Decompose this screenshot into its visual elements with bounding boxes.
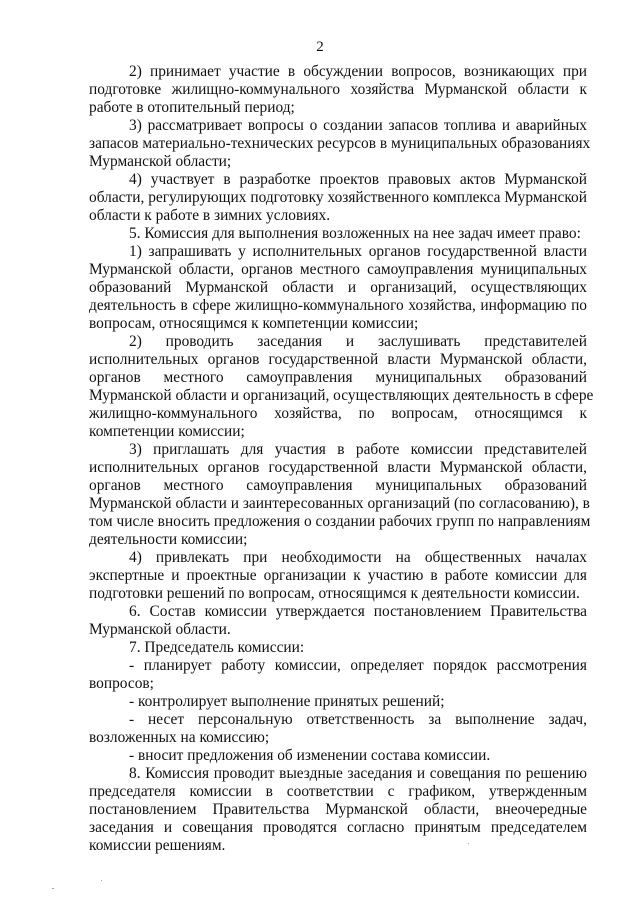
paragraph: [89, 333, 594, 441]
text-line: - несет персональную ответственность за выполнение задач,: [129, 711, 587, 728]
text-line: вопросов;: [89, 675, 154, 692]
text-line: области, регулирующих подготовку хозяйственного комплекса Мурманской: [89, 189, 587, 206]
text-line: Мурманской области и организаций, осуществляющих деятельность в сфере: [89, 387, 594, 404]
paragraph: [89, 171, 587, 225]
scan-speck: [52, 888, 54, 889]
paragraph: [89, 549, 587, 603]
paragraph: [89, 657, 587, 693]
text-line: заседания и совещания проводятся согласно принятым председателем: [89, 819, 587, 836]
text-line: запасов материально-технических ресурсов в муниципальных образованиях: [89, 135, 591, 152]
text-line: работе в отопительный период;: [89, 99, 295, 116]
text-line: органов местного самоуправления муниципальных образований: [89, 369, 587, 386]
text-line: возложенных на комиссию;: [89, 729, 270, 746]
text-line: 4) привлекать при необходимости на общественных началах: [129, 549, 587, 566]
text-line: Мурманской области и заинтересованных организаций (по согласованию), в: [89, 495, 590, 512]
scan-speck: [468, 843, 469, 844]
text-line: 4) участвует в разработке проектов правовых актов Мурманской: [129, 171, 587, 188]
paragraph: [89, 117, 591, 171]
paragraph: [89, 765, 587, 855]
paragraph: [89, 711, 587, 747]
text-line: Мурманской области, органов местного самоуправления муниципальных: [89, 261, 587, 278]
text-line: председателя комиссии в соответствии с графиком, утвержденным: [89, 783, 587, 800]
text-line: органов местного самоуправления муниципальных образований: [89, 477, 587, 494]
text-line: подготовки решений по вопросам, относящимся к деятельности комиссии.: [89, 585, 580, 602]
text-line: 2) принимает участие в обсуждении вопросов, возникающих при: [129, 63, 587, 80]
text-line: 8. Комиссия проводит выездные заседания и совещания по решению: [129, 765, 587, 782]
text-line: Мурманской области.: [89, 621, 231, 638]
text-line: постановлением Правительства Мурманской области, внеочередные: [89, 801, 587, 818]
text-line: том числе вносить предложения о создании рабочих групп по направлениям: [89, 513, 591, 530]
text-line: комиссии решениям.: [89, 837, 226, 854]
scan-speck: [101, 880, 102, 881]
text-line: - вносит предложения об изменении состава комиссии.: [129, 747, 491, 764]
text-line: исполнительных органов государственной власти Мурманской области,: [89, 351, 587, 368]
text-line: 1) запрашивать у исполнительных органов государственной власти: [129, 243, 587, 260]
paragraph: [89, 225, 587, 243]
document-body: [89, 63, 594, 855]
paragraph: [89, 747, 587, 765]
text-line: жилищно-коммунального хозяйства, по вопросам, относящимся к: [89, 405, 587, 422]
text-line: 5. Комиссия для выполнения возложенных на нее задач имеет право:: [129, 225, 581, 242]
text-line: компетенции комиссии;: [89, 423, 245, 440]
paragraph: [89, 441, 591, 549]
text-line: области к работе в зимних условиях.: [89, 207, 331, 224]
paragraph: [89, 639, 587, 657]
text-line: исполнительных органов государственной власти Мурманской области,: [89, 459, 587, 476]
text-line: 3) рассматривает вопросы о создании запасов топлива и аварийных: [129, 117, 587, 134]
text-line: вопросам, относящимся к компетенции комиссии;: [89, 315, 419, 332]
text-line: 3) приглашать для участия в работе комиссии представителей: [129, 441, 587, 458]
text-line: 6. Состав комиссии утверждается постановлением Правительства: [129, 603, 587, 620]
text-line: образований Мурманской области и организаций, осуществляющих: [89, 279, 587, 296]
text-line: Мурманской области;: [89, 153, 232, 170]
text-line: подготовке жилищно-коммунального хозяйства Мурманской области к: [89, 81, 587, 98]
paragraph: [89, 603, 587, 639]
text-line: - планирует работу комиссии, определяет порядок рассмотрения: [129, 657, 587, 674]
text-line: - контролирует выполнение принятых решений;: [129, 693, 445, 710]
paragraph: [89, 63, 587, 117]
paragraph: [89, 243, 587, 333]
paragraph: [89, 693, 587, 711]
page-number: 2: [316, 39, 324, 55]
text-line: 2) проводить заседания и заслушивать представителей: [129, 333, 587, 350]
text-line: деятельности комиссии;: [89, 531, 248, 548]
text-line: деятельность в сфере жилищно-коммунального хозяйства, информацию по: [89, 297, 587, 314]
text-line: экспертные и проектные организации к участию в работе комиссии для: [89, 567, 587, 584]
text-line: 7. Председатель комиссии:: [129, 639, 305, 656]
